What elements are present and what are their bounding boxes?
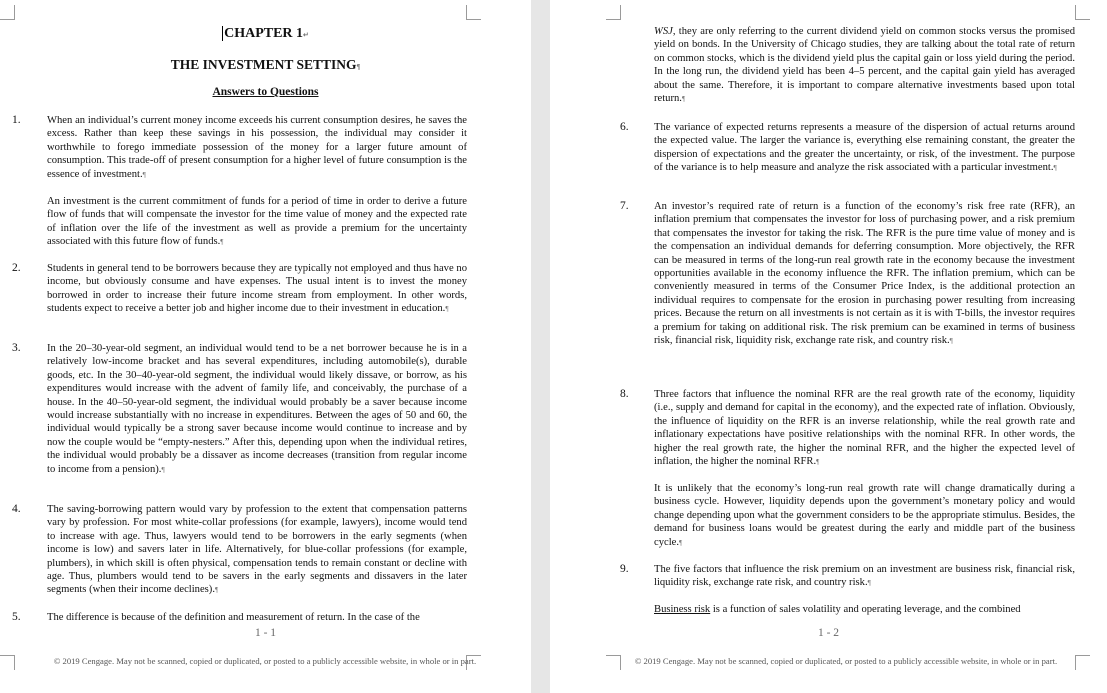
continued-text: , they are only referring to the current dividend yield on common stocks versus the promised yield on bonds. In the University of Chicago studies, they are talking about the total rate of return on common stocks, which is the dividend yield plus the capital gain or loss yield during the period. In the long run, the dividend yield has been 4–5 percent, and the capital gain yield has averaged about the same. Therefore, it is important to compare alternative investments based upon total return. bbox=[654, 26, 1075, 105]
answer-paragraph: When an individual’s current money income exceeds his current consumption desires, he saves the excess. Rather than keep these savings in his possession, the individual may consider it worthwhile to forego immediate possession of the money for a larger future amount of consumption. This trade-off of present consumption for a higher level of future consumption is the essence of investment.¶ bbox=[47, 115, 467, 180]
answer-number: 9. bbox=[620, 563, 629, 575]
answer-paragraph: An investor’s required rate of return is a function of the economy’s risk free rate (RFR), an inflation premium that compensates the investor for loss of purchasing power, and a risk premium that compensates the investor for taking the risk. The RFR is the pure time value of money and is the compensation an individual demands for deferring consumption. More objectively, the RFR can be measured in terms of the long-run real growth rate in the economy because the investment opportunities available in the economy influence the RFR. The inflation premium, which can be conveniently measured in terms of the Consumer Price Index, is the additional protection an individual requires to compensate for the erosion in purchasing power resulting from increasing prices. Because the return on all investments is not certain as it is with T-bills, the investor requires a premium for taking on additional risk. The risk premium can be examined in terms of business risk, financial risk, liquidity risk, exchange rate risk, and country risk.¶ bbox=[654, 201, 1075, 347]
page-number bbox=[0, 627, 531, 639]
chapter-title: THE INVESTMENT SETTING¶ bbox=[170, 57, 361, 72]
answer-paragraph: The saving-borrowing pattern would vary by profession to the extent that compensation patterns vary by profession. For most white-collar professions (for example, lawyers), income would tend to increase with age. Thus, lawyers would tend to be borrowers in the early segments (when income is low) and savers later in life. Alternatively, for blue-collar professions (for example, plumbers), in which skill is often physical, compensation tends to remain constant or decline with age. Thus, plumbers would tend to be savers in the early segments and dissavers in the later segments (when their income declines).¶ bbox=[47, 504, 467, 596]
answer-text: Three factors that influence the nominal RFR are the real growth rate of the economy, liquidity (i.e., supply and demand for capital in the economy), and the expected rate of inflation. Obviously, the influence of liquidity on the RFR is an inverse relationship, while the real growth rate and inflationary expectations have positive relationships with the nominal RFR. In other words, the higher the real growth rate, the higher the nominal RFR, and the higher the expected level of inflation, the higher the nominal RFR. bbox=[654, 389, 1075, 468]
answer-text: In the 20–30-year-old segment, an individual would tend to be a net borrower because he is in a relatively low-income bracket and has several expenditures, including automobile(s), durable goods, etc. In the 30–40-year-old segment, the individual would likely dissave, or borrow, as his expenditures would increase with the advent of family life, and conceivably, the purchase of a house. In the 40–50-year-old segment, the individual would probably be a saver because income would increase substantially with no increase in expenditures. Between the ages of 50 and 60, the individual would typically be a strong saver because income would continue to increase and by now the couple would be “empty-nesters.” After this, depending upon when the individual retires, the individual would probably be a dissaver as income decreases (transition from regular income to income from a pension). bbox=[47, 343, 467, 475]
answer-text: Students in general tend to be borrowers because they are typically not employed and thus have no income, but obviously consume and have expenses. The usual intent is to invest the money borrowed in order to increase their future income stream from employment. In other words, students expect to receive a better job and higher income due to their investment in education. bbox=[47, 263, 467, 315]
answer-number: 7. bbox=[620, 200, 629, 212]
answer-paragraph: An investment is the current commitment of funds for a period of time in order to derive a future flow of funds that will compensate the investor for the time value of money and the expected rate of inflation over the life of the investment as well as provide a premium for the uncertainty associated with this future flow of funds.¶ bbox=[47, 196, 467, 248]
answer-text: is a function of sales volatility and operating leverage, and the combined bbox=[710, 604, 1021, 615]
answer-number: 8. bbox=[620, 388, 629, 400]
chapter-label: CHAPTER 1 bbox=[224, 26, 304, 41]
document-page-1 bbox=[0, 0, 531, 693]
footer-text: © 2019 Cengage. May not be scanned, copied or duplicated, or posted to a publicly accessible website, in whole or in part. bbox=[53, 656, 477, 666]
copyright-footer bbox=[20, 655, 510, 667]
answer-text: The five factors that influence the risk premium on an investment are business risk, financial risk, liquidity risk, exchange rate risk, and country risk. bbox=[654, 564, 1075, 589]
answer-paragraph: In the 20–30-year-old segment, an individual would tend to be a net borrower because he is in a relatively low-income bracket and has several expenditures, including automobile(s), durable goods, etc. In the 30–40-year-old segment, the individual would likely dissave, or borrow, as his expenditures would increase with the advent of family life, and conceivably, the purchase of a house. In the 40–50-year-old segment, the individual would probably be a saver because income would increase substantially with no increase in expenditures. Between the ages of 50 and 60, the individual would typically be a strong saver because income would continue to increase and by now the couple would be “empty-nesters.” After this, depending upon when the individual retires, the individual would probably be a dissaver as income decreases (transition from regular income to income from a pension).¶ bbox=[47, 343, 467, 475]
answer-text: The saving-borrowing pattern would vary by profession to the extent that compensation patterns vary by profession. For most white-collar professions (for example, lawyers), income would tend to increase with age. Thus, lawyers would tend to be borrowers in the early segments (when income is low) and savers later in life. Alternatively, for blue-collar professions (for example, plumbers), in which skill is often physical, compensation tends to remain constant or decline with age. Thus, plumbers would tend to be savers in the early segments and dissavers in the later segments (when their income declines). bbox=[47, 504, 467, 596]
chapter-title-text: THE INVESTMENT SETTING bbox=[170, 57, 357, 72]
continued-paragraph: WSJ, they are only referring to the current dividend yield on common stocks versus the promised yield on bonds. In the University of Chicago studies, they are talking about the total rate of return on common stocks, which is the dividend yield plus the capital gain or loss yield during the period. In the long run, the dividend yield has been 4–5 percent, and the capital gain yield has averaged about the same. Therefore, it is important to compare alternative investments based upon total return.¶ bbox=[654, 26, 1075, 105]
answer-text: The difference is because of the definition and measurement of return. In the case of the bbox=[47, 612, 420, 623]
page-number-text: 1 - 2 bbox=[817, 627, 840, 639]
answer-number: 6. bbox=[620, 121, 629, 133]
answer-paragraph bbox=[47, 611, 467, 624]
page-number-text: 1 - 1 bbox=[254, 627, 277, 639]
answer-number: 2. bbox=[12, 262, 21, 274]
crop-mark bbox=[466, 5, 481, 20]
journal-abbrev: WSJ bbox=[654, 26, 673, 37]
crop-mark bbox=[606, 655, 621, 670]
page-number bbox=[550, 627, 1107, 639]
crop-mark bbox=[0, 5, 15, 20]
chapter-heading: CHAPTER 1↵ bbox=[224, 26, 309, 41]
answer-number: 4. bbox=[12, 503, 21, 515]
answer-paragraph: The five factors that influence the risk premium on an investment are business risk, financial risk, liquidity risk, exchange rate risk, and country risk.¶ bbox=[654, 564, 1075, 589]
crop-mark bbox=[1075, 655, 1090, 670]
answer-text: The variance of expected returns represents a measure of the dispersion of actual returns around the expected value. The larger the variance is, everything else remaining constant, the greater the dispersion of expectations and the greater the uncertainty, or risk, of the investment. The purpose of the variance is to help measure and analyze the risk associated with a particular investment. bbox=[654, 122, 1075, 174]
answer-text: An investor’s required rate of return is a function of the economy’s risk free rate (RFR), an inflation premium that compensates the investor for loss of purchasing power, and a risk premium that compensates the investor for taking the risk. The RFR is the pure time value of money and is the compensation an individual demands for deferring consumption. More objectively, the RFR can be measured in terms of the long-run real growth rate in the economy because the investment opportunities available in the economy influence the RFR. The inflation premium, which can be conveniently measured in terms of the Consumer Price Index, is the additional protection an individual requires to compensate for the erosion in purchasing power resulting from increasing prices. Because the return on all investments is not certain as it is with T-bills, the investor requires a premium for taking on additional risk. The risk premium can be examined in terms of business risk, financial risk, liquidity risk, exchange rate risk, and country risk. bbox=[654, 201, 1075, 347]
answer-text: It is unlikely that the economy’s long-run real growth rate will change dramatically during a business cycle. However, liquidity depends upon the government’s monetary policy and would change depending upon what the government considers to be the appropriate stimulus. Besides, the demand for business loans would be greatest during the early and middle part of the business cycle. bbox=[654, 483, 1075, 548]
answer-paragraph bbox=[654, 603, 1075, 616]
crop-mark bbox=[0, 655, 15, 670]
copyright-footer bbox=[626, 655, 1066, 667]
answer-paragraph: Three factors that influence the nominal RFR are the real growth rate of the economy, liquidity (i.e., supply and demand for capital in the economy), and the expected rate of inflation. Obviously, the influence of liquidity on the RFR is an inverse relationship, while the real growth rate and inflationary expectations have positive relationships with the nominal RFR. In other words, the higher the real growth rate, the higher the nominal RFR, and the higher the expected level of inflation, the higher the nominal RFR.¶ bbox=[654, 389, 1075, 468]
answer-number: 5. bbox=[12, 611, 21, 623]
answer-paragraph: The variance of expected returns represents a measure of the dispersion of actual returns around the expected value. The larger the variance is, everything else remaining constant, the greater the dispersion of expectations and the greater the uncertainty, or risk, of the investment. The purpose of the variance is to help measure and analyze the risk associated with a particular investment.¶ bbox=[654, 122, 1075, 174]
crop-mark bbox=[606, 5, 621, 20]
section-subtitle bbox=[0, 86, 531, 98]
answer-text: When an individual’s current money income exceeds his current consumption desires, he saves the excess. Rather than keep these savings in his possession, the individual may consider it worthwhile to forego immediate possession of the money for a larger future amount of consumption. This trade-off of present consumption for a higher level of future consumption is the essence of investment. bbox=[47, 115, 467, 180]
answer-text: An investment is the current commitment of funds for a period of time in order to derive a future flow of funds that will compensate the investor for the time value of money and the expected rate of inflation over the life of the investment as well as provide a premium for the uncertainty associated with this future flow of funds. bbox=[47, 196, 467, 248]
footer-text: © 2019 Cengage. May not be scanned, copied or duplicated, or posted to a publicly accessible website, in whole or in part. bbox=[634, 656, 1058, 666]
answer-paragraph: Students in general tend to be borrowers because they are typically not employed and thus have no income, but obviously consume and have expenses. The usual intent is to invest the money borrowed in order to increase their future income stream from employment. In other words, students expect to receive a better job and higher income due to their investment in education.¶ bbox=[47, 263, 467, 315]
document-page-2 bbox=[550, 0, 1107, 693]
answer-number: 1. bbox=[12, 114, 21, 126]
answer-number: 3. bbox=[12, 342, 21, 354]
section-subtitle-text: Answers to Questions bbox=[212, 86, 319, 98]
answer-paragraph: It is unlikely that the economy’s long-run real growth rate will change dramatically during a business cycle. However, liquidity depends upon the government’s monetary policy and would change depending upon what the government considers to be the appropriate stimulus. Besides, the demand for business loans would be greatest during the early and middle part of the business cycle.¶ bbox=[654, 483, 1075, 548]
crop-mark bbox=[1075, 5, 1090, 20]
underlined-term: Business risk bbox=[654, 604, 711, 615]
